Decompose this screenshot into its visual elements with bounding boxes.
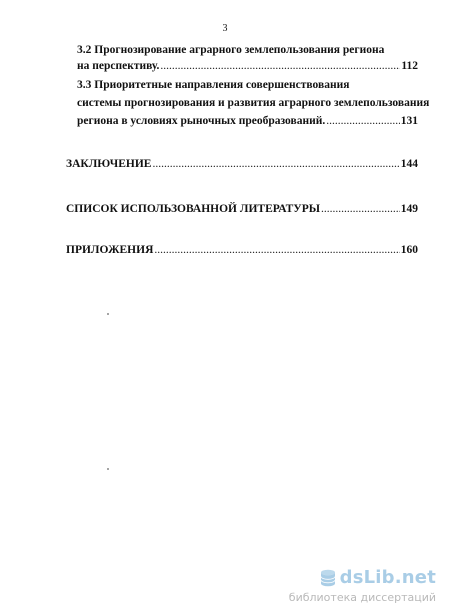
watermark-subtitle: библиотека диссертаций — [288, 591, 436, 604]
watermark-brand: dsLib.net — [339, 567, 436, 588]
dot-leader — [152, 157, 399, 171]
toc-entry-3-2-title-cont: на перспективу. — [77, 60, 160, 72]
toc-entry-3-3-page: 131 — [400, 115, 418, 127]
page-number: 3 — [222, 23, 228, 34]
toc-entry-appendices[interactable] — [66, 243, 418, 257]
toc-entry-conclusion-page: 144 — [400, 158, 418, 170]
dot-leader — [154, 243, 399, 257]
toc-entry-3-3-title-cont: системы прогнозирования и развития аграрного землепользования — [77, 97, 430, 109]
toc-entry-appendices-label: ПРИЛОЖЕНИЯ — [66, 244, 154, 256]
dot-leader — [321, 202, 400, 216]
toc-entry-references-label: СПИСОК ИСПОЛЬЗОВАННОЙ ЛИТЕРАТУРЫ — [66, 203, 321, 215]
toc-entry-appendices-page: 160 — [400, 244, 418, 256]
toc-entry-3-2-page: 112 — [401, 60, 418, 72]
scan-speck — [107, 468, 109, 470]
scan-speck — [107, 313, 109, 315]
toc-entry-3-3[interactable] — [77, 114, 418, 128]
toc-entry-references-page: 149 — [400, 203, 418, 215]
watermark — [288, 567, 436, 607]
toc-entry-conclusion[interactable] — [66, 157, 418, 171]
toc-entry-references[interactable] — [66, 202, 418, 216]
toc-entry-3-3-title-end: региона в условиях рыночных преобразований. — [77, 115, 326, 127]
db-cylinder-icon — [320, 569, 336, 587]
toc-entry-3-3-title: 3.3 Приоритетные направления совершенствования — [77, 79, 350, 91]
toc-entry-3-2[interactable] — [77, 59, 418, 73]
toc-entry-3-2-title: 3.2 Прогнозирование аграрного землепользования региона — [77, 44, 385, 56]
dot-leader — [326, 114, 400, 128]
toc-entry-conclusion-label: ЗАКЛЮЧЕНИЕ — [66, 158, 152, 170]
dot-leader — [160, 59, 400, 73]
watermark-logo — [320, 567, 436, 588]
